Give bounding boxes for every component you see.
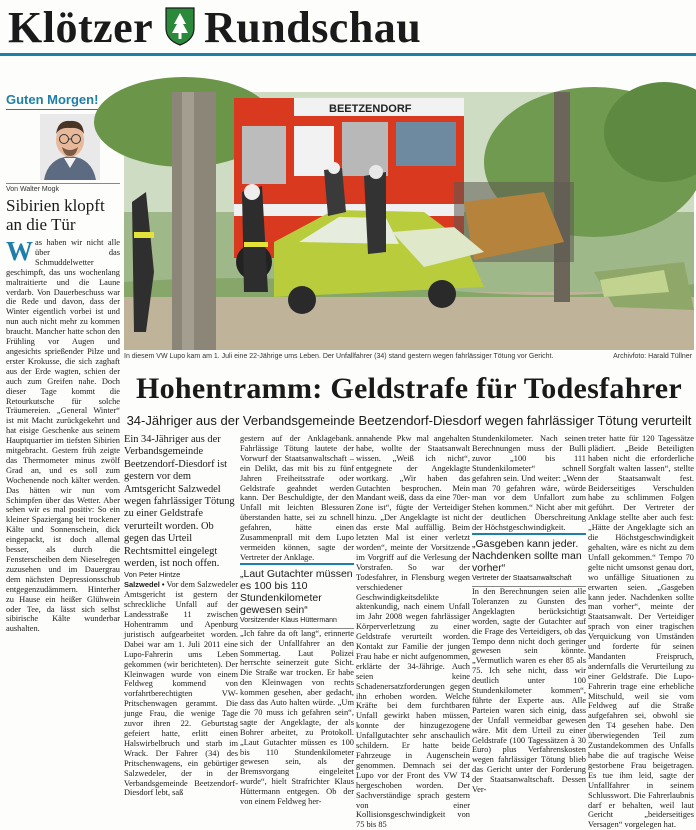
article-column-5 [588, 434, 694, 830]
article-lead: Ein 34-Jähriger aus der Verbandsgemeinde Beetzendorf-Diesdorf ist gestern vor dem Amtsgericht Salzwedel wegen fahrlässiger Tötung zu einer Geldstrafe verurteilt worden. Ob gegen das Urteil Rechtsmittel eingelegt werden, ist noch offen. [124, 434, 235, 570]
article-text-3: annahende Pkw mal angehalten habe, wollte der Staatsanwalt wissen. „Weiß ich nicht“, entgegnete der Angeklagte wortkarg. „Wir haben das Gutachten besprochen. Mein Mandant weiß, dass da eine 70er-Zone ist“, fügte der Verteidiger hinzu. „Der Angeklagte ist nicht das erste Mal auffällig. Beim letzten Mal ist einer verletzt worden“, meinte der Vorsitzende im Vorgriff auf die Verlesung der Vorstrafen. So war der Todesfahrer, in Flensburg wegen verschiedener Geschwindigkeitsdelikte aktenkundig, nach einem Unfall im Jahr 2008 wegen fahrlässiger Körperverletzung zu einer Geldstrafe verurteilt worden. Kontakt zur Familie der jungen Frau habe er nicht aufgenommen, erklärte der 34-Jährige. Auch seien keine Schadenersatzforderungen gegen ihn erhoben worden. Welche Kräfte bei dem furchtbaren Unfall gewirkt haben müssen, konnte der hinzugezogene Unfallgutachter sehr anschaulich schildern. Er hatte beide Fahrzeuge in Augenschein genommen. Demnach sei der Lupo vor der Front des VW T4 hergeschoben worden. Der Sachverständige sprach gestern von einer Kollisionsgeschwindigkeit von 75 bis 85 [356, 434, 470, 830]
column-body [6, 238, 120, 634]
column-text: as haben wir nicht alle über das Schmuddelwetter geschimpft, das uns wochenlang maltraitierte und die Laune verdarb. Von Dauerbeschuss war die Rede und davon, dass der Winter eigentlich vorbei ist und nun auch nicht mehr zu kommen braucht. Mancher hatte schon den Frühling vor Augen und angesichts sprießender Pilze und erster Krokusse, die sich zaghaft aus der Erde wagten, schien der auch zum Greifen nahe. Doch dieser Tage kommt die Retourkutsche für solche Träumereien. „General Winter“ ist mit Macht zurückgekehrt und hat eisige Geschenke aus seinem Hauptquartier im tiefsten Sibirien mitgebracht. Gestern früh zeigte das Thermometer minus zwölf Grad an, und es soll zum Wochenende noch kälter werden. Das hätten wir nun vom Schimpfen über das Wetter. Aber sehen wir es mal positiv: So ein kleiner Spaziergang bei trockener Kälte und Sonnenschein, dick eingepackt, ist doch allemal besser, als durch die Fensterscheiben dem Nieselregen zuzusehen und im Dauergrau dem nächsten Depressionsschub entgegenzudämmern. Hinterher zu Hause ein heißer Glühwein oder Tee, da lässt sich selbst sibirische Kälte wunderbar aushalten. [6, 238, 120, 634]
article-location: Salzwedel • [124, 580, 165, 590]
pull-quote-1-source: Vorsitzender Klaus Hüttermann [240, 616, 354, 629]
title-right: Rundschau [204, 3, 422, 52]
dropcap: W [6, 236, 33, 266]
article-text-5: treter hatte für 120 Tagessätze plädiert. „Beide Beteiligten haben nicht die erforderliche Sorgfalt walten lassen“, stellte der Staatsanwalt fest. Beiderseitiges Verschulden habe zu schlimmen Folgen geführt. Der Vertreter der Anklage stellte aber auch fest: „Hätte der Angeklagte sich an die Höchstgeschwindigkeit gehalten, wäre es nicht zu dem Unfall gekommen.“ Tempo 70 gelte nicht umsonst genau dort, wo unfällige Situationen zu erwarten seien. „Gasgeben kann jeder. Nachdenken sollte man vorher“, meinte der Staatsanwalt. Der Verteidiger sprach von einer tragischen Verquickung von Umständen und forderte für seinen Mandanten Freispruch, andernfalls die Verurteilung zu einer Geldstrafe. Die Lupo-Fahrerin trage eine erhebliche Mitschuld, weil sie vom Feldweg auf die Straße aufgefahren sei, obwohl sie den T4 gesehen habe. Den überwiegenden Teil zum Zustandekommen des Unfalls habe die auf tragische Weise gestorbene Frau beigetragen. Es tue ihm leid, sagte der Unfallfahrer in seinem Schlusswort. Die Fahrerlaubnis darf er behalten, weil laut Gericht „beiderseitiges Versagen“ vorgelegen hat. [588, 434, 694, 830]
truck-lettering: BEETZENDORF [329, 103, 412, 115]
article-column-4 [472, 434, 586, 795]
pull-quote-2-source: Vertreter der Staatsanwaltschaft [472, 574, 586, 587]
column-section-label: Guten Morgen! [6, 92, 120, 110]
article-text-4b: In den Berechnungen seien alle Toleranzen zu Gunsten des Angeklagten berücksichtigt worden, sagte der Gutachter auf die Frage des Verteidigers, ob das Tempo denn nicht doch geringer gewesen sein könnte. „Vermutlich waren es eher 85 als 75. Ich sehe nicht, dass wir deutlich unter 100 Stundenkilometer kommen“, führte der Experte aus. Alle Parteien waren sich einig, dass der Unfall vermeidbar gewesen wäre. Mit dem Urteil zu einer Geldstrafe (100 Tagessätzen à 30 Euro) plus Verfahrenskosten wegen fahrlässiger Tötung blieb das Gericht unter der Forderung der Staatsanwaltschaft. Dessen Ver- [472, 586, 586, 795]
caption-text: In diesem VW Lupo kam am 1. Juli eine 22-Jährige ums Leben. Der Unfallfahrer (34) stand gestern wegen fahrlässiger Tötung vor Gericht. [124, 353, 554, 360]
article-column-2 [240, 434, 354, 807]
pull-quote-1: „Laut Gutachter müssen es 100 bis 110 Stundenkilometer gewesen sein“ [240, 563, 354, 616]
photo-caption [124, 353, 694, 360]
author-portrait [40, 114, 100, 180]
article-text-2a: gestern auf der Anklagebank. Fahrlässige Tötung lautete der Vorwurf der Staatsanwaltschaft – ein Delikt, das mit bis zu fünf Jahren Freiheitsstrafe oder Geldstrafe geahndet werden kann. Der Beschuldigte, der den Unfall mit leichten Blessuren überstanden hatte, sei zu schnell gefahren, hätte einen Zusammenprall mit dem Lupo vermeiden können, sagte der Vertreter der Anklage. [240, 434, 354, 562]
pull-quote-2: „Gasgeben kann jeder. Nachdenken sollte man vorher“ [472, 533, 586, 574]
article-byline: Von Peter Hintze [124, 570, 181, 580]
masthead [0, 0, 696, 56]
coat-of-arms-icon [164, 6, 196, 46]
article-text-2b: „Ich fahre da oft lang“, erinnerte sich der Unfallfahrer an den Sommertag. Laut Polizei herrschte seinerzeit gute Sicht. Die Straße war trocken. Er habe den Kleinwagen von rechts kommen gesehen, aber gedacht, dass das Auto halten würde. „Um die 70 muss ich gefahren sein“, sagte der Angeklagte, der als Bohrer arbeitet, zu Protokoll. „Laut Gutachter müssen es 100 bis 110 Stundenkilometer gewesen sein, als der Bremsvorgang eingeleitet wurde“, hielt Strafrichter Klaus Hüttermann entgegen. Ob der von einem Feldweg her- [240, 628, 354, 807]
article-text-4a: Stundenkilometer. Nach seinen Berechnungen muss der Bulli zuvor „100 bis 111 Stundenkilometer“ schnell gefahren sein. Und weiter: „Wenn man 70 gefahren wäre, würde man vor dem Unfallort zum Stehen kommen.“ Nicht aber mit der deutlichen Überschreitung der Höchstgeschwindigkeit. [472, 434, 586, 533]
title-left: Klötzer [8, 3, 154, 52]
article-text-1: Vor dem Salzwedeler Amtsgericht ist gestern der schreckliche Unfall auf der Landesstraße 11 zwischen Hohentramm und Apenburg juristisch aufgearbeitet worden. Dabei war am 1. Juli 2011 eine Lupo-Fahrerin ums Leben gekommen (wir berichteten). Der Kleinwagen wurde von einem Feldweg kommend von vorfahrtberechtigten VW-Pritschenwagen gerammt. Die junge Frau, die wenige Tage zuvor ihren 22. Geburtstag gefeiert hatte, erlitt einen Halswirbelbruch und starb im Wrack. Der Fahrer (34) des Pritschenwagens, ein gebürtiger Salzwedeler, der in der Verbandsgemeinde Beetzendorf-Diesdorf lebt, saß [124, 580, 238, 798]
article-headline: Hohentramm: Geldstrafe für Todesfahrer [135, 372, 683, 405]
column-byline: Von Walter Mogk [6, 183, 120, 193]
accident-photo [124, 92, 694, 350]
column-title: Sibirien klopft an die Tür [6, 196, 105, 234]
morning-column [6, 92, 120, 768]
article-column-1 [124, 434, 238, 798]
article-subhead: 34-Jähriger aus der Verbandsgemeinde Beetzendorf-Diesdorf wegen fahrlässiger Tötung verurteilt [126, 413, 692, 428]
article-column-3 [356, 434, 470, 830]
photo-credit: Archivfoto: Harald Tüllner [613, 353, 692, 360]
